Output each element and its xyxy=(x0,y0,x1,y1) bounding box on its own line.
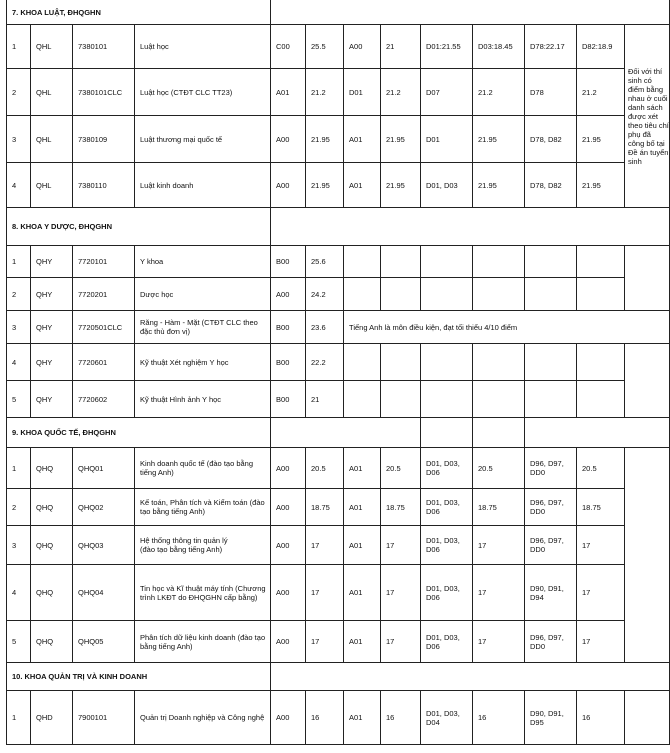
major-code-cell: QHQ04 xyxy=(73,565,135,621)
school-code-cell: QHY xyxy=(31,246,73,278)
combo-code-cell: A01 xyxy=(344,565,381,621)
table-row xyxy=(7,448,670,489)
stt-cell: 1 xyxy=(7,25,31,69)
combo-score-cell: 21.2 xyxy=(306,69,344,116)
stt-cell: 4 xyxy=(7,344,31,381)
school-code-cell: QHY xyxy=(31,344,73,381)
combo-score-cell: 16 xyxy=(306,691,344,745)
major-name-cell: Kỹ thuật Xét nghiệm Y học xyxy=(135,344,271,381)
combo-score-cell: 17 xyxy=(306,565,344,621)
combo-score-cell: 22.2 xyxy=(306,344,344,381)
school-code-cell: QHY xyxy=(31,381,73,418)
table-row xyxy=(7,565,670,621)
combo-score-cell xyxy=(381,344,421,381)
combo-score-cell: 17 xyxy=(381,565,421,621)
combo-score-cell: 18.75 xyxy=(306,489,344,526)
combo-code-cell: A01 xyxy=(344,691,381,745)
combo-code-cell: A00 xyxy=(271,163,306,208)
combo-code-cell: D07 xyxy=(421,69,473,116)
combo-code-cell xyxy=(421,278,473,311)
major-code-cell: QHQ02 xyxy=(73,489,135,526)
major-code-cell: 7720601 xyxy=(73,344,135,381)
major-name-cell: Luật học (CTĐT CLC TT23) xyxy=(135,69,271,116)
combo-score-cell: 18.75 xyxy=(577,489,625,526)
combo-code-cell: D01, D03 xyxy=(421,163,473,208)
combo-code-cell: A01 xyxy=(344,621,381,663)
combo-code-cell: D01 xyxy=(344,69,381,116)
major-name-cell: Luật học xyxy=(135,25,271,69)
table-row xyxy=(7,691,670,745)
remark-cell: Tiếng Anh là môn điều kiện, đạt tối thiểu 4/10 điểm xyxy=(344,311,670,344)
school-code-cell: QHY xyxy=(31,278,73,311)
combo-score-cell: 20.5 xyxy=(381,448,421,489)
combo-code-cell: A01 xyxy=(271,69,306,116)
combo-code-cell xyxy=(525,246,577,278)
combo-code-cell: D96, D97, DD0 xyxy=(525,489,577,526)
empty-cell xyxy=(625,691,670,745)
combo-code-cell xyxy=(525,381,577,418)
combo-score-cell: 21.95 xyxy=(577,163,625,208)
combo-code-cell: B00 xyxy=(271,311,306,344)
major-name-cell: Kế toán, Phân tích và Kiểm toán (đào tạo bằng tiếng Anh) xyxy=(135,489,271,526)
combo-score-cell: 18.75 xyxy=(381,489,421,526)
combo-score-cell: 20.5 xyxy=(473,448,525,489)
section-header-row xyxy=(7,208,670,246)
combo-code-cell: D90, D91, D94 xyxy=(525,565,577,621)
combo-score-cell: 17 xyxy=(381,621,421,663)
table-row xyxy=(7,526,670,565)
table-row xyxy=(7,163,670,208)
school-code-cell: QHD xyxy=(31,691,73,745)
combo-code-cell: D01 xyxy=(421,116,473,163)
major-name-cell: Kinh doanh quốc tế (đào tạo bằng tiếng Anh) xyxy=(135,448,271,489)
combo-score-cell: 25.5 xyxy=(306,25,344,69)
stt-cell: 1 xyxy=(7,691,31,745)
combo-score-cell: 21 xyxy=(306,381,344,418)
combo-code-cell: A01 xyxy=(344,489,381,526)
major-name-cell: Luật thương mại quốc tế xyxy=(135,116,271,163)
school-code-cell: QHY xyxy=(31,311,73,344)
combo-code-cell: A00 xyxy=(344,25,381,69)
combo-score-cell: 20.5 xyxy=(306,448,344,489)
combo-code-cell: A01 xyxy=(344,163,381,208)
major-code-cell: QHQ05 xyxy=(73,621,135,663)
major-name-cell: Dược học xyxy=(135,278,271,311)
stt-cell: 3 xyxy=(7,311,31,344)
school-code-cell: QHQ xyxy=(31,621,73,663)
table-row xyxy=(7,344,670,381)
combo-score-cell: 21.2 xyxy=(381,69,421,116)
major-code-cell: 7380101 xyxy=(73,25,135,69)
major-code-cell: 7720101 xyxy=(73,246,135,278)
stt-cell: 1 xyxy=(7,448,31,489)
school-code-cell: QHL xyxy=(31,163,73,208)
combo-score-cell: 21.95 xyxy=(306,163,344,208)
combo-code-cell: A00 xyxy=(271,565,306,621)
stt-cell: 5 xyxy=(7,621,31,663)
major-code-cell: 7380101CLC xyxy=(73,69,135,116)
combo-score-cell: 21.2 xyxy=(473,69,525,116)
combo-score-cell: 17 xyxy=(473,621,525,663)
combo-score-cell: 23.6 xyxy=(306,311,344,344)
combo-score-cell: 24.2 xyxy=(306,278,344,311)
combo-code-cell: A00 xyxy=(271,489,306,526)
combo-code-cell: D90, D91, D95 xyxy=(525,691,577,745)
major-code-cell: 7900101 xyxy=(73,691,135,745)
combo-code-cell: D01, D03, D06 xyxy=(421,448,473,489)
school-code-cell: QHQ xyxy=(31,489,73,526)
empty-cell xyxy=(271,0,670,25)
combo-code-cell: A01 xyxy=(344,526,381,565)
combo-score-cell: 21 xyxy=(381,25,421,69)
combo-score-cell: 17 xyxy=(381,526,421,565)
combo-score-cell: 16 xyxy=(577,691,625,745)
school-code-cell: QHL xyxy=(31,25,73,69)
major-name-cell: Phân tích dữ liệu kinh doanh (đào tạo bằng tiếng Anh) xyxy=(135,621,271,663)
combo-code-cell: D01, D03, D06 xyxy=(421,489,473,526)
empty-cell xyxy=(473,418,525,448)
combo-score-cell xyxy=(381,381,421,418)
empty-cell xyxy=(625,448,670,663)
combo-code-cell: A01 xyxy=(344,448,381,489)
combo-code-cell: D78:22.17 xyxy=(525,25,577,69)
major-name-cell: Quản trị Doanh nghiệp và Công nghệ xyxy=(135,691,271,745)
combo-score-cell xyxy=(473,246,525,278)
stt-cell: 4 xyxy=(7,565,31,621)
section-header-row xyxy=(7,418,670,448)
school-code-cell: QHQ xyxy=(31,565,73,621)
table-row xyxy=(7,381,670,418)
combo-code-cell: A01 xyxy=(344,116,381,163)
combo-code-cell xyxy=(344,344,381,381)
school-code-cell: QHQ xyxy=(31,526,73,565)
combo-score-cell: 17 xyxy=(473,565,525,621)
major-name-cell: Y khoa xyxy=(135,246,271,278)
combo-score-cell: 17 xyxy=(577,526,625,565)
combo-code-cell: A00 xyxy=(271,448,306,489)
combo-score-cell xyxy=(381,278,421,311)
combo-score-cell xyxy=(577,344,625,381)
combo-score-cell xyxy=(381,246,421,278)
section-title: 7. KHOA LUẬT, ĐHQGHN xyxy=(7,0,271,25)
combo-code-cell: B00 xyxy=(271,344,306,381)
table-row xyxy=(7,116,670,163)
combo-code-cell xyxy=(421,344,473,381)
school-code-cell: QHL xyxy=(31,116,73,163)
major-name-cell: Hệ thống thông tin quản lý (đào tạo bằng tiếng Anh) xyxy=(135,526,271,565)
stt-cell: 2 xyxy=(7,278,31,311)
table-row xyxy=(7,489,670,526)
table-row xyxy=(7,311,670,344)
stt-cell: 5 xyxy=(7,381,31,418)
major-code-cell: 7380109 xyxy=(73,116,135,163)
stt-cell: 3 xyxy=(7,526,31,565)
combo-score-cell xyxy=(473,344,525,381)
combo-code-cell xyxy=(344,278,381,311)
table-row xyxy=(7,278,670,311)
combo-score-cell: D03:18.45 xyxy=(473,25,525,69)
combo-score-cell xyxy=(577,246,625,278)
combo-score-cell: D82:18.9 xyxy=(577,25,625,69)
combo-code-cell: A00 xyxy=(271,278,306,311)
major-code-cell: 7720201 xyxy=(73,278,135,311)
combo-code-cell xyxy=(344,246,381,278)
combo-score-cell: 21.95 xyxy=(577,116,625,163)
combo-score-cell xyxy=(577,278,625,311)
empty-cell xyxy=(525,418,670,448)
major-code-cell: 7720501CLC xyxy=(73,311,135,344)
combo-score-cell xyxy=(473,278,525,311)
combo-score-cell: 25.6 xyxy=(306,246,344,278)
combo-score-cell xyxy=(473,381,525,418)
major-code-cell: 7720602 xyxy=(73,381,135,418)
empty-cell xyxy=(421,418,473,448)
combo-code-cell: D96, D97, DD0 xyxy=(525,448,577,489)
combo-code-cell xyxy=(421,381,473,418)
major-code-cell: 7380110 xyxy=(73,163,135,208)
combo-score-cell: 21.95 xyxy=(306,116,344,163)
combo-code-cell: D96, D97, DD0 xyxy=(525,526,577,565)
table-row xyxy=(7,69,670,116)
table-row xyxy=(7,25,670,69)
major-name-cell: Tin học và Kĩ thuật máy tính (Chương trình LKĐT do ĐHQGHN cấp bằng) xyxy=(135,565,271,621)
empty-cell xyxy=(625,344,670,418)
school-code-cell: QHL xyxy=(31,69,73,116)
note-cell: Đối với thí sinh có điểm bằng nhau ở cuối danh sách được xét theo tiêu chí phụ đã công bố tại Đề án tuyển sinh xyxy=(625,25,670,208)
combo-code-cell: A00 xyxy=(271,691,306,745)
section-header-row xyxy=(7,663,670,691)
combo-code-cell: D01, D03, D06 xyxy=(421,526,473,565)
combo-code-cell: D78 xyxy=(525,69,577,116)
section-title: 10. KHOA QUẢN TRỊ VÀ KINH DOANH xyxy=(7,663,271,691)
combo-score-cell: 21.95 xyxy=(473,116,525,163)
section-title: 9. KHOA QUỐC TẾ, ĐHQGHN xyxy=(7,418,271,448)
combo-code-cell xyxy=(344,381,381,418)
major-code-cell: QHQ01 xyxy=(73,448,135,489)
combo-code-cell: D78, D82 xyxy=(525,116,577,163)
combo-score-cell: 16 xyxy=(381,691,421,745)
combo-code-cell: C00 xyxy=(271,25,306,69)
stt-cell: 4 xyxy=(7,163,31,208)
combo-code-cell: D01, D03, D04 xyxy=(421,691,473,745)
combo-score-cell: 17 xyxy=(306,621,344,663)
section-title: 8. KHOA Y DƯỢC, ĐHQGHN xyxy=(7,208,271,246)
combo-code-cell xyxy=(421,246,473,278)
table-row xyxy=(7,621,670,663)
combo-code-cell: D01, D03, D06 xyxy=(421,565,473,621)
combo-code-cell: A00 xyxy=(271,116,306,163)
combo-score-cell: 17 xyxy=(577,565,625,621)
combo-code-cell: B00 xyxy=(271,246,306,278)
admission-score-table xyxy=(6,0,670,745)
combo-score-cell xyxy=(577,381,625,418)
combo-score-cell: 20.5 xyxy=(577,448,625,489)
major-name-cell: Răng - Hàm - Mặt (CTĐT CLC theo đặc thù đơn vị) xyxy=(135,311,271,344)
combo-code-cell xyxy=(525,278,577,311)
combo-score-cell: 17 xyxy=(306,526,344,565)
section-header-row xyxy=(7,0,670,25)
combo-code-cell: D01:21.55 xyxy=(421,25,473,69)
major-name-cell: Kỹ thuật Hình ảnh Y học xyxy=(135,381,271,418)
combo-score-cell: 17 xyxy=(473,526,525,565)
combo-code-cell: A00 xyxy=(271,526,306,565)
empty-cell xyxy=(271,208,670,246)
combo-code-cell: B00 xyxy=(271,381,306,418)
empty-cell xyxy=(625,246,670,311)
combo-score-cell: 18.75 xyxy=(473,489,525,526)
major-name-cell: Luật kinh doanh xyxy=(135,163,271,208)
combo-score-cell: 21.95 xyxy=(381,116,421,163)
empty-cell xyxy=(271,418,421,448)
table-row xyxy=(7,246,670,278)
combo-code-cell: D01, D03, D06 xyxy=(421,621,473,663)
combo-code-cell: D78, D82 xyxy=(525,163,577,208)
combo-code-cell xyxy=(525,344,577,381)
combo-code-cell: D96, D97, DD0 xyxy=(525,621,577,663)
stt-cell: 1 xyxy=(7,246,31,278)
combo-score-cell: 21.2 xyxy=(577,69,625,116)
major-code-cell: QHQ03 xyxy=(73,526,135,565)
stt-cell: 2 xyxy=(7,489,31,526)
stt-cell: 2 xyxy=(7,69,31,116)
stt-cell: 3 xyxy=(7,116,31,163)
empty-cell xyxy=(271,663,670,691)
combo-code-cell: A00 xyxy=(271,621,306,663)
combo-score-cell: 17 xyxy=(577,621,625,663)
combo-score-cell: 21.95 xyxy=(473,163,525,208)
combo-score-cell: 21.95 xyxy=(381,163,421,208)
school-code-cell: QHQ xyxy=(31,448,73,489)
combo-score-cell: 16 xyxy=(473,691,525,745)
